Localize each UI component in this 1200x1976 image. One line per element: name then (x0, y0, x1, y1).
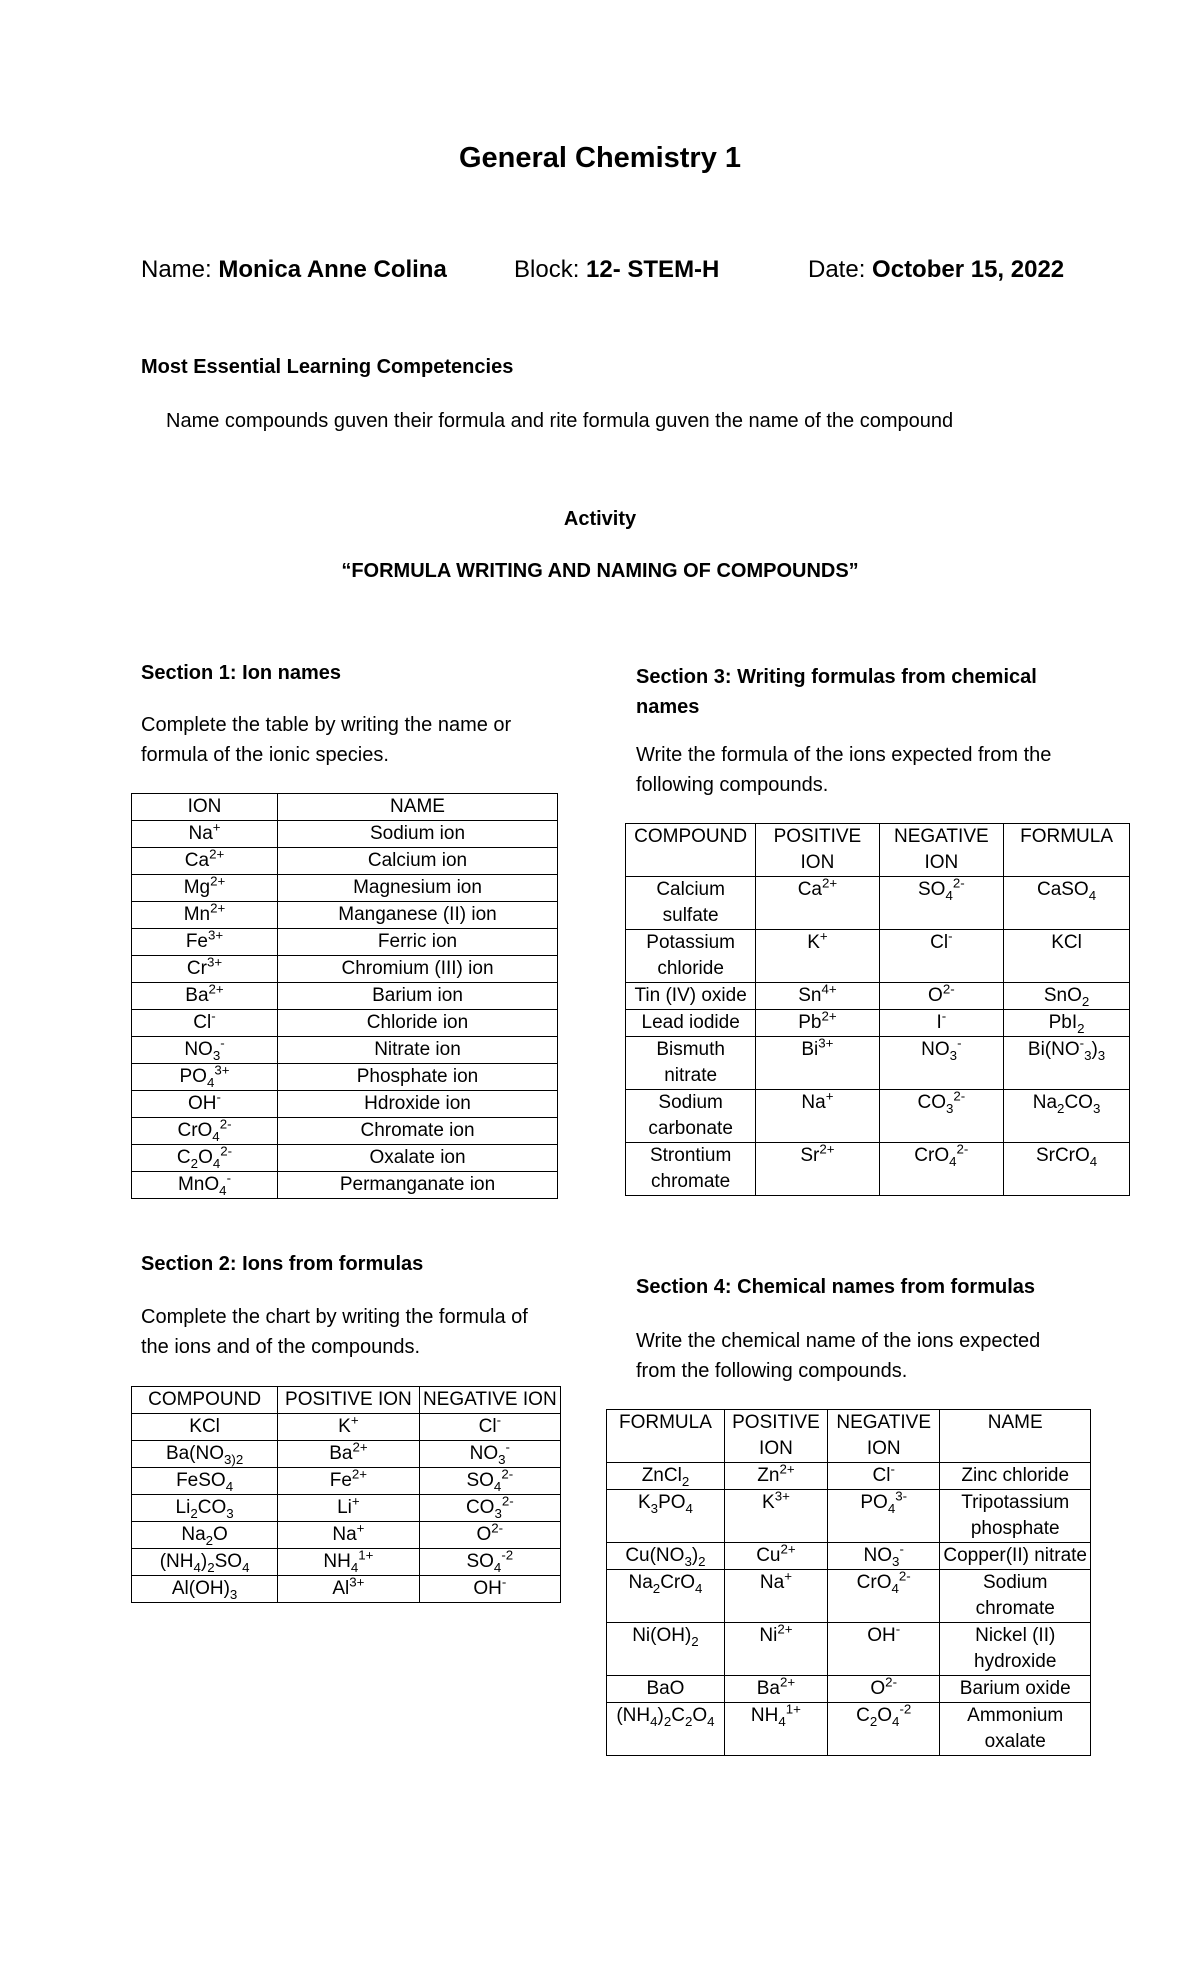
table-cell: Barium ion (278, 983, 558, 1010)
table-cell: $(NH_4)_2SO_4$ (132, 1549, 278, 1576)
table-cell: $O^{2-}$ (827, 1676, 939, 1703)
s2-header-cell: COMPOUND (132, 1387, 278, 1414)
table-row (132, 1145, 558, 1172)
table-row (132, 929, 558, 956)
table-cell: Cl- (827, 1463, 939, 1490)
name-label: Name: (141, 256, 212, 283)
table-cell: $O^{2-}$ (419, 1522, 560, 1549)
table-cell: $SO_4^{-2}$ (419, 1549, 560, 1576)
section1-heading: Section 1: Ion names (141, 662, 342, 684)
table-cell: FeSO$_4$ (132, 1468, 278, 1495)
activity-title: “FORMULA WRITING AND NAMING OF COMPOUNDS” (341, 560, 859, 582)
table-row (607, 1703, 1091, 1756)
table-cell: $Zn^{2+}$ (724, 1463, 827, 1490)
table-cell: $Ba^{2+}$ (132, 983, 278, 1010)
table-row (132, 875, 558, 902)
table-row (132, 1495, 561, 1522)
table-cell: $PO_4^{3+}$ (132, 1064, 278, 1091)
table-cell: KCl (1004, 930, 1130, 983)
table-cell: Permanganate ion (278, 1172, 558, 1199)
table-cell: $SO_4^{2-}$ (419, 1468, 560, 1495)
table-row (626, 983, 1130, 1010)
table-row (132, 1576, 561, 1603)
table-cell: $NH_4^{1+}$ (278, 1549, 419, 1576)
s3-header-cell: NEGATIVE ION (879, 824, 1004, 877)
table-cell: BaO (607, 1676, 725, 1703)
table-row (132, 821, 558, 848)
table-cell: Ammonium oxalate (940, 1703, 1091, 1756)
melc-heading: Most Essential Learning Competencies (141, 356, 514, 378)
table-cell: $NH_4^{1+}$ (724, 1703, 827, 1756)
table-row (132, 1037, 558, 1064)
table-row (132, 956, 558, 983)
date-value: October 15, 2022 (872, 256, 1065, 283)
name-value: Monica Anne Colina (218, 256, 447, 283)
table-row (626, 1037, 1130, 1090)
table-cell: Cl- (132, 1010, 278, 1037)
table-cell: SnO$_2$ (1004, 983, 1130, 1010)
block-value: 12- STEM-H (586, 256, 720, 283)
table-cell: CrO$_4^{2-}$ (827, 1570, 939, 1623)
s3-header-cell: POSITIVE ION (756, 824, 879, 877)
table-cell: $Ca^{2+}$ (132, 848, 278, 875)
table-cell: Na+ (756, 1090, 879, 1143)
table-row (132, 1064, 558, 1091)
table-cell: $Na_2CO_3$ (1004, 1090, 1130, 1143)
table-cell: $Ba^{2+}$ (278, 1441, 419, 1468)
table-cell: $Ba^{2+}$ (724, 1676, 827, 1703)
table-cell: $Mg^{2+}$ (132, 875, 278, 902)
table-cell: Ferric ion (278, 929, 558, 956)
s3-header-cell: COMPOUND (626, 824, 756, 877)
section3-instruction: Write the formula of the ions expected from the following compounds. (636, 744, 1052, 796)
table-cell: CrO$_4^{2-}$ (879, 1143, 1004, 1196)
s3-header-cell: FORMULA (1004, 824, 1130, 877)
section1-table (131, 793, 558, 1199)
table-row (607, 1570, 1091, 1623)
table-cell: Li+ (278, 1495, 419, 1522)
table-cell: $Fe^{3+}$ (132, 929, 278, 956)
section1-instruction: Complete the table by writing the name or formula of the ionic species. (141, 714, 512, 766)
section3-heading: Section 3: Writing formulas from chemical names (636, 666, 1037, 718)
table-cell: KCl (132, 1414, 278, 1441)
table-cell: $Na_2O$ (132, 1522, 278, 1549)
table-cell: Cl- (879, 930, 1004, 983)
table-cell: $Ba(NO_{3)2}$ (132, 1441, 278, 1468)
date-label: Date: (808, 256, 866, 283)
table-cell: $C_2O_4^{2-}$ (132, 1145, 278, 1172)
table-cell: Nickel (II) hydroxide (940, 1623, 1091, 1676)
table-cell: Na+ (132, 821, 278, 848)
table-cell: $Na_2CrO_4$ (607, 1570, 725, 1623)
table-row (132, 1010, 558, 1037)
table-cell: $Ni(OH)_2$ (607, 1623, 725, 1676)
table-cell: $Cu^{2+}$ (724, 1543, 827, 1570)
table-row (607, 1623, 1091, 1676)
table-cell: $Li_2CO_3$ (132, 1495, 278, 1522)
s4-header-cell: NEGATIVE ION (827, 1410, 939, 1463)
section2-heading: Section 2: Ions from formulas (141, 1253, 424, 1275)
table-cell: Chloride ion (278, 1010, 558, 1037)
table-cell: Sodium ion (278, 821, 558, 848)
table-cell: $CO_3^{2-}$ (419, 1495, 560, 1522)
section4-instruction: Write the chemical name of the ions expected from the following compounds. (636, 1330, 1041, 1382)
s4-header-cell: POSITIVE ION (724, 1410, 827, 1463)
table-cell: Copper(II) nitrate (940, 1543, 1091, 1570)
table-cell: K+ (278, 1414, 419, 1441)
s1-header-cell: NAME (278, 794, 558, 821)
table-cell: Hdroxide ion (278, 1091, 558, 1118)
block-label: Block: (514, 256, 580, 283)
table-cell: Calcium sulfate (626, 877, 756, 930)
table-cell: $NO_3^-$ (419, 1441, 560, 1468)
s4-header-cell: FORMULA (607, 1410, 725, 1463)
table-cell: OH- (827, 1623, 939, 1676)
table-cell: $NO_3^-$ (879, 1037, 1004, 1090)
table-cell: Nitrate ion (278, 1037, 558, 1064)
page-title: General Chemistry 1 (458, 142, 742, 174)
table-row (132, 983, 558, 1010)
table-cell: Oxalate ion (278, 1145, 558, 1172)
s2-header-cell: NEGATIVE ION (419, 1387, 560, 1414)
table-cell: $PO_4^{3-}$ (827, 1490, 939, 1543)
table-row (132, 1441, 561, 1468)
section4-table (606, 1409, 1091, 1756)
table-cell: $Sn^{4+}$ (756, 983, 879, 1010)
table-row (607, 1676, 1091, 1703)
table-cell: Sodium carbonate (626, 1090, 756, 1143)
table-cell: SrCrO$_4$ (1004, 1143, 1130, 1196)
table-cell: $Cu(NO_3)_2$ (607, 1543, 725, 1570)
table-row (626, 877, 1130, 930)
table-row (626, 1010, 1130, 1037)
table-cell: $Bi(NO^-_3)_3$ (1004, 1037, 1130, 1090)
s1-header-cell: ION (132, 794, 278, 821)
table-cell: Calcium ion (278, 848, 558, 875)
activity-label: Activity (563, 508, 637, 530)
table-cell: Tripotassium phosphate (940, 1490, 1091, 1543)
table-row (626, 930, 1130, 983)
table-row (607, 1543, 1091, 1570)
table-row (626, 1143, 1130, 1196)
table-row (132, 1522, 561, 1549)
table-cell: $K_3PO_4$ (607, 1490, 725, 1543)
table-cell: Tin (IV) oxide (626, 983, 756, 1010)
section2-instruction: Complete the chart by writing the formula of the ions and of the compounds. (141, 1306, 528, 1358)
table-cell: $NO_3^-$ (132, 1037, 278, 1064)
table-cell: $Ni^{2+}$ (724, 1623, 827, 1676)
table-cell: $Cr^{3+}$ (132, 956, 278, 983)
table-row (132, 1468, 561, 1495)
table-cell: $Bi^{3+}$ (756, 1037, 879, 1090)
table-cell: Barium oxide (940, 1676, 1091, 1703)
table-cell: $K^{3+}$ (724, 1490, 827, 1543)
table-cell: Sodium chromate (940, 1570, 1091, 1623)
table-row (607, 1463, 1091, 1490)
table-cell: I- (879, 1010, 1004, 1037)
table-cell: Magnesium ion (278, 875, 558, 902)
table-row (132, 1091, 558, 1118)
table-cell: Manganese (II) ion (278, 902, 558, 929)
table-cell: Lead iodide (626, 1010, 756, 1037)
table-cell: OH- (419, 1576, 560, 1603)
table-cell: Zinc chloride (940, 1463, 1091, 1490)
table-cell: MnO$_4$- (132, 1172, 278, 1199)
table-cell: Chromate ion (278, 1118, 558, 1145)
table-row (132, 1172, 558, 1199)
table-row (132, 902, 558, 929)
table-cell: Potassium chloride (626, 930, 756, 983)
s4-header-cell: NAME (940, 1410, 1091, 1463)
table-cell: PbI$_2$ (1004, 1010, 1130, 1037)
table-cell: $Al^{3+}$ (278, 1576, 419, 1603)
table-cell: $Mn^{2+}$ (132, 902, 278, 929)
table-cell: $SO_4^{2-}$ (879, 877, 1004, 930)
table-cell: $Al(OH)_3$ (132, 1576, 278, 1603)
table-cell: Na+ (724, 1570, 827, 1623)
table-cell: ZnCl$_2$ (607, 1463, 725, 1490)
table-cell: Na+ (278, 1522, 419, 1549)
table-cell: $Fe^{2+}$ (278, 1468, 419, 1495)
table-cell: OH- (132, 1091, 278, 1118)
table-cell: $NO_3^-$ (827, 1543, 939, 1570)
table-row (132, 1414, 561, 1441)
table-row (132, 848, 558, 875)
table-cell: $CO_3^{2-}$ (879, 1090, 1004, 1143)
table-cell: K+ (756, 930, 879, 983)
date-field (808, 256, 1064, 284)
table-row (132, 1549, 561, 1576)
table-cell: $O^{2-}$ (879, 983, 1004, 1010)
section4-heading: Section 4: Chemical names from formulas (636, 1276, 1036, 1298)
table-cell: Bismuth nitrate (626, 1037, 756, 1090)
table-cell: Phosphate ion (278, 1064, 558, 1091)
table-cell: Cl- (419, 1414, 560, 1441)
table-cell: $(NH_4)_2C_2O_4$ (607, 1703, 725, 1756)
block-field (514, 256, 719, 284)
table-row (607, 1490, 1091, 1543)
table-row (132, 1118, 558, 1145)
table-cell: CaSO$_4$ (1004, 877, 1130, 930)
section3-table (625, 823, 1130, 1196)
table-row (626, 1090, 1130, 1143)
table-cell: $C_2O_4^{-2}$ (827, 1703, 939, 1756)
melc-text: Name compounds guven their formula and rite formula guven the name of the compound (166, 410, 954, 432)
table-cell: $Sr^{2+}$ (756, 1143, 879, 1196)
table-cell: $Ca^{2+}$ (756, 877, 879, 930)
section2-table (131, 1386, 561, 1603)
table-cell: Chromium (III) ion (278, 956, 558, 983)
name-field (141, 256, 447, 284)
table-cell: $Pb^{2+}$ (756, 1010, 879, 1037)
s2-header-cell: POSITIVE ION (278, 1387, 419, 1414)
table-cell: CrO$_4^{2-}$ (132, 1118, 278, 1145)
table-cell: Strontium chromate (626, 1143, 756, 1196)
